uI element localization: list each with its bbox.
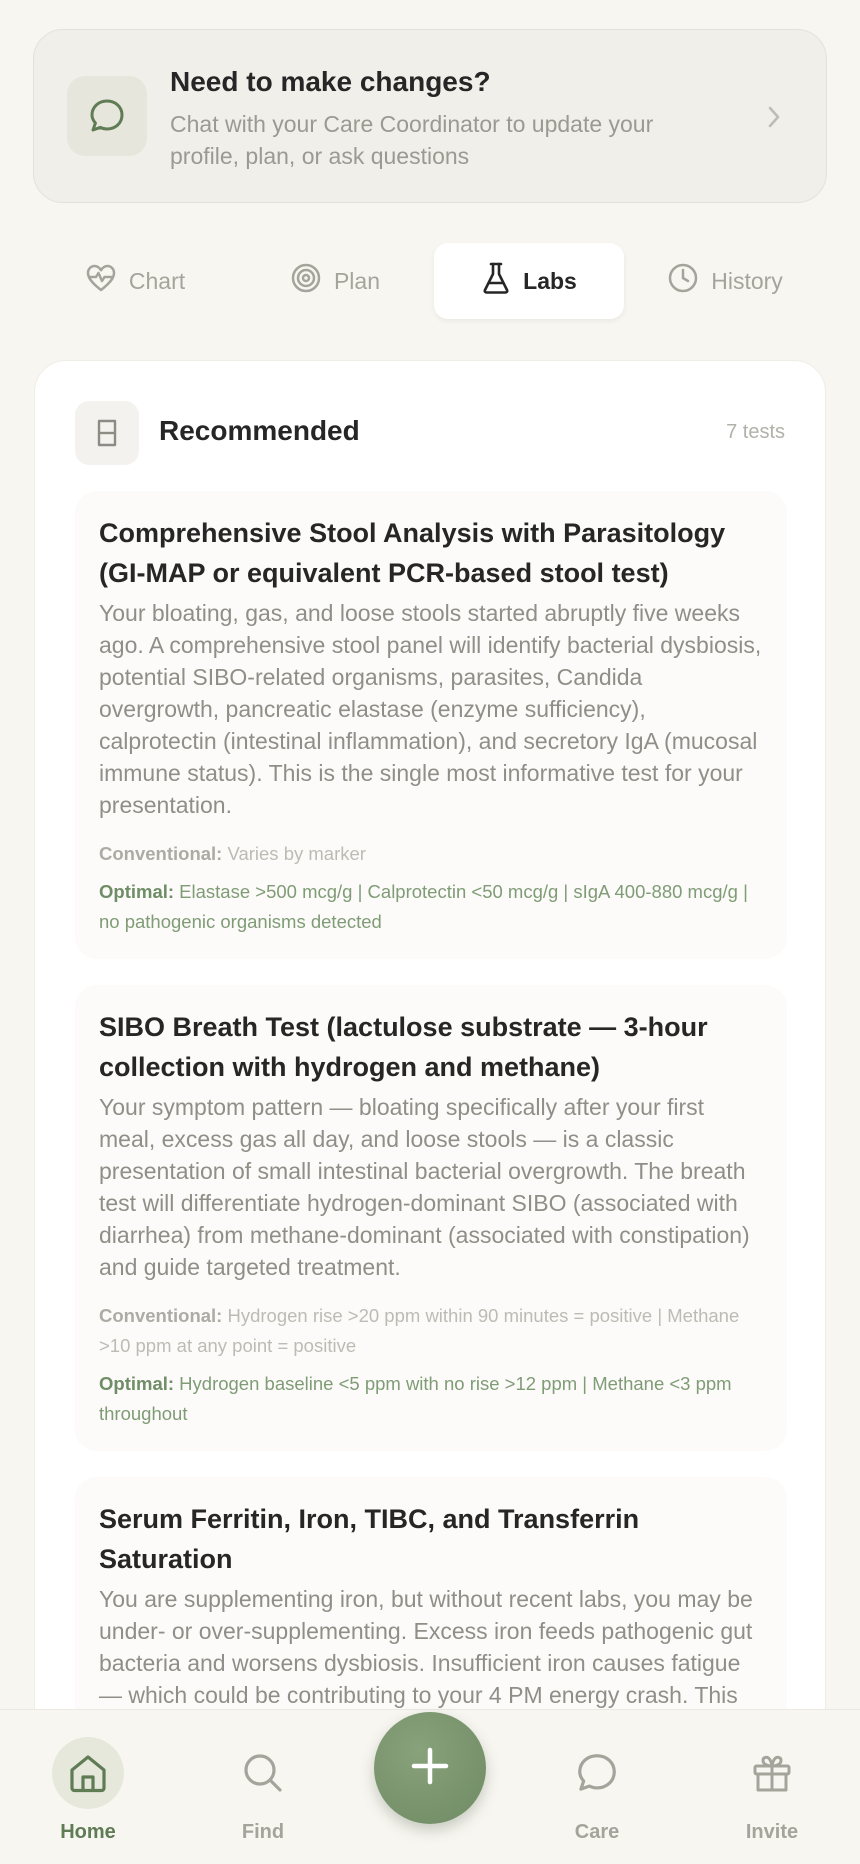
optimal-value: Hydrogen baseline <5 ppm with no rise >12 ppm | Methane <3 ppm throughout — [99, 1373, 732, 1424]
optimal-label: Optimal: — [99, 1373, 175, 1394]
chat-bubble-icon — [561, 1737, 633, 1809]
beaker-icon — [75, 401, 139, 465]
home-icon — [52, 1737, 124, 1809]
test-description: Your symptom pattern — bloating specifically after your first meal, excess gas all day, and loose stools — is a classic presentation of small intestinal bacterial overgrowth. The breath test will differentiate hydrogen-dominant SIBO (associated with diarrhea) from methane-dominant (associated with constipation) and guide targeted treatment. — [99, 1094, 750, 1280]
conventional-label: Conventional: — [99, 1305, 223, 1326]
nav-invite-label: Invite — [745, 1821, 799, 1843]
test-description: Your bloating, gas, and loose stools started abruptly five weeks ago. A comprehensive stool panel will identify bacterial dysbiosis, potential SIBO-related organisms, parasites, Candida overgrowth, pancreatic elastase (enzyme sufficiency), calprotectin (intestinal inflammation), and secretory IgA (mucosal immune status). This is the single most informative test for your presentation. — [99, 600, 762, 818]
nav-care[interactable] — [527, 1710, 667, 1864]
tab-history-label: History — [711, 267, 783, 294]
plus-icon — [410, 1746, 450, 1791]
conventional-label: Conventional: — [99, 843, 223, 864]
nav-care-label: Care — [574, 1821, 620, 1843]
nav-home-label: Home — [60, 1821, 116, 1843]
target-icon — [290, 262, 322, 300]
lab-test-card[interactable] — [75, 985, 787, 1451]
banner-title: Need to make changes? — [170, 66, 491, 97]
tab-labs-label: Labs — [523, 267, 577, 294]
conventional-value: Hydrogen rise >20 ppm within 90 minutes = positive | Methane >10 ppm at any point = positive — [99, 1305, 740, 1356]
tests-count: 7 tests — [726, 421, 785, 443]
search-icon — [227, 1737, 299, 1809]
test-title: SIBO Breath Test (lactulose substrate — 3-hour collection with hydrogen and methane) — [99, 1012, 708, 1082]
optimal-range — [99, 1369, 763, 1429]
care-coordinator-banner[interactable] — [33, 29, 827, 203]
tab-chart-label: Chart — [128, 267, 186, 294]
nav-invite[interactable] — [702, 1710, 842, 1864]
test-title: Comprehensive Stool Analysis with Parasitology (GI-MAP or equivalent PCR-based stool test) — [99, 518, 726, 588]
test-title: Serum Ferritin, Iron, TIBC, and Transferrin Saturation — [99, 1504, 640, 1574]
nav-find[interactable] — [193, 1710, 333, 1864]
tab-chart[interactable] — [40, 243, 230, 319]
chat-bubble-icon — [67, 76, 147, 156]
conventional-value: Varies by marker — [227, 843, 366, 864]
flask-icon — [481, 261, 511, 301]
gift-icon — [736, 1737, 808, 1809]
nav-home[interactable] — [18, 1710, 158, 1864]
tab-plan-label: Plan — [333, 267, 381, 294]
tab-labs[interactable] — [434, 243, 624, 319]
conventional-range — [99, 839, 763, 869]
recommended-labs-card — [34, 360, 826, 1864]
tab-history[interactable] — [630, 243, 820, 319]
lab-test-card[interactable] — [75, 491, 787, 959]
section-tabs — [40, 243, 820, 319]
add-button[interactable] — [374, 1712, 486, 1824]
conventional-range — [99, 1301, 763, 1361]
optimal-label: Optimal: — [99, 881, 175, 902]
recommended-title: Recommended — [159, 415, 360, 446]
optimal-range — [99, 877, 763, 937]
optimal-value: Elastase >500 mcg/g | Calprotectin <50 mcg/g | sIgA 400-880 mcg/g | no pathogenic organisms detected — [99, 881, 748, 932]
nav-find-label: Find — [241, 1821, 285, 1843]
clock-icon — [667, 262, 699, 300]
heart-pulse-icon — [85, 263, 117, 299]
chevron-right-icon — [762, 102, 786, 132]
tab-plan[interactable] — [240, 243, 430, 319]
banner-subtitle: Chat with your Care Coordinator to update your profile, plan, or ask questions — [170, 111, 654, 169]
test-description: You are supplementing iron, but without recent labs, you may be under- or over-supplementing. Excess iron feeds pathogenic gut bacteria and worsens dysbiosis. Insufficient iron causes fatigue — which could be contributing to your 4 PM energy crash. This — [99, 1586, 753, 1708]
